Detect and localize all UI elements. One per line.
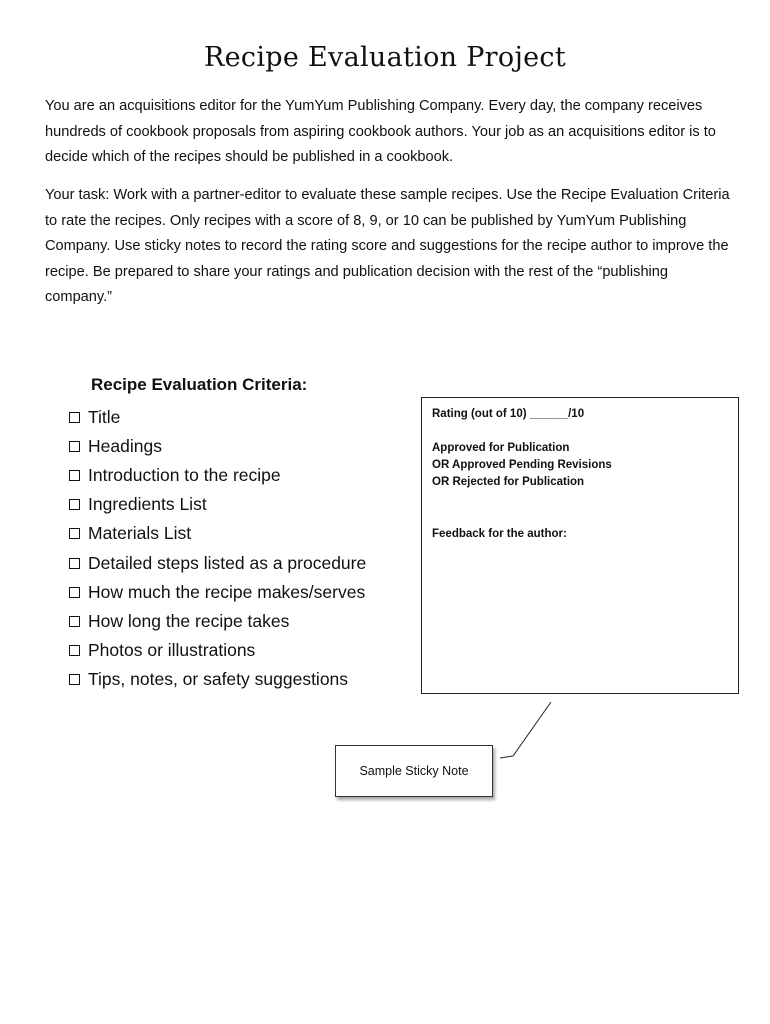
criteria-item-label: Detailed steps listed as a procedure — [88, 552, 367, 573]
criteria-item-label: Introduction to the recipe — [88, 465, 281, 486]
criteria-item-serves — [69, 578, 366, 607]
criteria-item-label: How much the recipe makes/serves — [88, 581, 366, 602]
page-title: Recipe Evaluation Project — [204, 42, 566, 73]
criteria-item-headings — [69, 432, 366, 461]
approved-option: Approved for Publication — [432, 442, 570, 454]
checkbox-icon[interactable] — [69, 587, 80, 598]
checkbox-icon[interactable] — [69, 441, 80, 452]
checkbox-icon[interactable] — [69, 499, 80, 510]
intro-paragraph-1: You are an acquisitions editor for the YumYum Publishing Company. Every day, the company receives hundreds of cookbook proposals from aspiring cookbook authors. Your job as an acquisitions editor is to decide which of the recipes should be published in a cookbook. — [45, 98, 716, 165]
criteria-item-introduction — [69, 461, 366, 490]
criteria-heading: Recipe Evaluation Criteria: — [91, 375, 308, 394]
sample-sticky-note — [421, 397, 739, 694]
checkbox-icon[interactable] — [69, 674, 80, 685]
criteria-item-label: Headings — [88, 436, 162, 457]
checkbox-icon[interactable] — [69, 470, 80, 481]
rejected-option: OR Rejected for Publication — [432, 476, 585, 488]
rating-line: Rating (out of 10) ______/10 — [432, 408, 585, 420]
criteria-item-label: Title — [88, 407, 121, 428]
approved-pending-option: OR Approved Pending Revisions — [432, 459, 612, 471]
criteria-item-steps — [69, 548, 366, 577]
checkbox-icon[interactable] — [69, 412, 80, 423]
criteria-item-materials — [69, 519, 366, 548]
criteria-item-ingredients — [69, 490, 366, 519]
intro-paragraph-2: Your task: Work with a partner-editor to evaluate these sample recipes. Use the Recipe Evaluation Criteria to rate the recipes. Only recipes with a score of 8, 9, or 10 can be published by YumYum Publishing Company. Use sticky notes to record the rating score and suggestions for the recipe author to improve the recipe. Be prepared to share your ratings and publication decision with the rest of the “publishing company.” — [45, 187, 730, 305]
criteria-item-title — [69, 403, 366, 432]
criteria-list — [69, 403, 366, 694]
callout-label: Sample Sticky Note — [359, 764, 469, 778]
criteria-item-photos — [69, 636, 366, 665]
checkbox-icon[interactable] — [69, 558, 80, 569]
checkbox-icon[interactable] — [69, 528, 80, 539]
checkbox-icon[interactable] — [69, 616, 80, 627]
criteria-item-label: Materials List — [88, 523, 192, 544]
callout-label-box — [335, 745, 493, 797]
criteria-item-tips — [69, 665, 366, 694]
criteria-item-label: Tips, notes, or safety suggestions — [88, 668, 349, 689]
criteria-item-label: Photos or illustrations — [88, 639, 256, 660]
criteria-item-label: How long the recipe takes — [88, 610, 290, 631]
criteria-item-time — [69, 607, 366, 636]
criteria-item-label: Ingredients List — [88, 494, 207, 515]
checkbox-icon[interactable] — [69, 645, 80, 656]
feedback-label: Feedback for the author: — [432, 528, 567, 540]
